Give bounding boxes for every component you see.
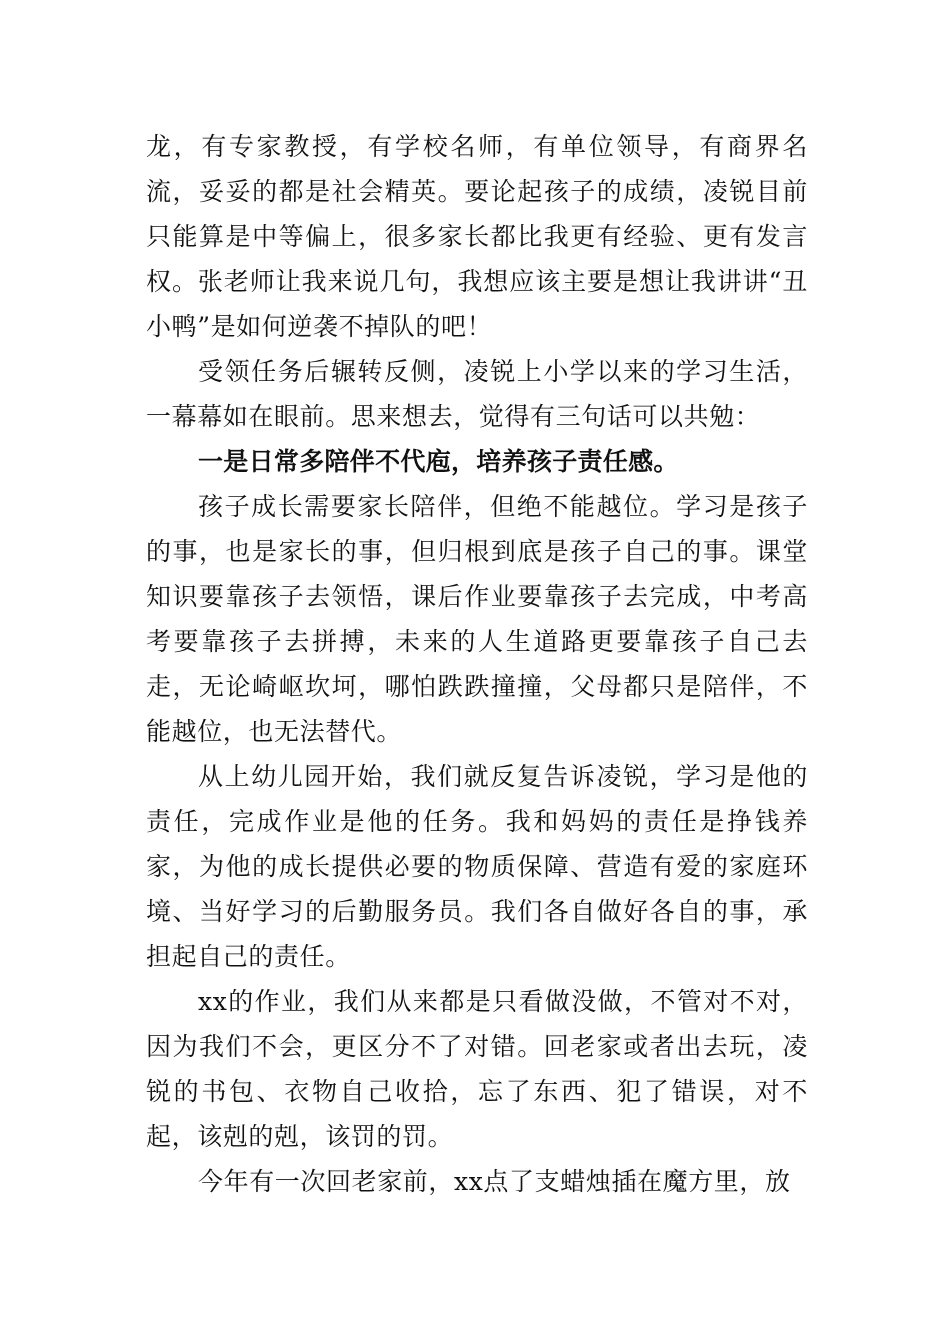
paragraph-2: 受领任务后辗转反侧，凌锐上小学以来的学习生活，一幕幕如在眼前。思来想去，觉得有三句话可以共勉： bbox=[146, 357, 808, 431]
paragraph-3: 孩子成长需要家长陪伴，但绝不能越位。学习是孩子的事，也是家长的事，但归根到底是孩子自己的事。课堂知识要靠孩子去领悟，课后作业要靠孩子去完成，中考高考要靠孩子去拼搏，未来的人生道路更要靠孩子自己去走，无论崎岖坎坷，哪怕跌跌撞撞，父母都只是陪伴，不能越位，也无法替代。 bbox=[146, 492, 808, 746]
document-page bbox=[146, 124, 808, 1204]
paragraph-1: 龙，有专家教授，有学校名师，有单位领导，有商界名流，妥妥的都是社会精英。要论起孩子的成绩，凌锐目前只能算是中等偏上，很多家长都比我更有经验、更有发言权。张老师让我来说几句，我想应该主要是想让我讲讲“丑小鸭”是如何逆袭不掉队的吧！ bbox=[146, 132, 808, 341]
paragraph-4: 从上幼儿园开始，我们就反复告诉凌锐，学习是他的责任，完成作业是他的任务。我和妈妈的责任是挣钱养家，为他的成长提供必要的物质保障、营造有爱的家庭环境、当好学习的后勤服务员。我们各自做好各自的事，承担起自己的责任。 bbox=[146, 762, 808, 971]
paragraph-6: 今年有一次回老家前，xx点了支蜡烛插在魔方里，放 bbox=[198, 1167, 791, 1196]
paragraph-5: xx的作业，我们从来都是只看做没做，不管对不对，因为我们不会，更区分不了对错。回老家或者出去玩，凌锐的书包、衣物自己收拾，忘了东西、犯了错误，对不起，该剋的剋，该罚的罚。 bbox=[146, 987, 808, 1151]
section-heading: 一是日常多陪伴不代庖，培养孩子责任感。 bbox=[198, 447, 679, 476]
